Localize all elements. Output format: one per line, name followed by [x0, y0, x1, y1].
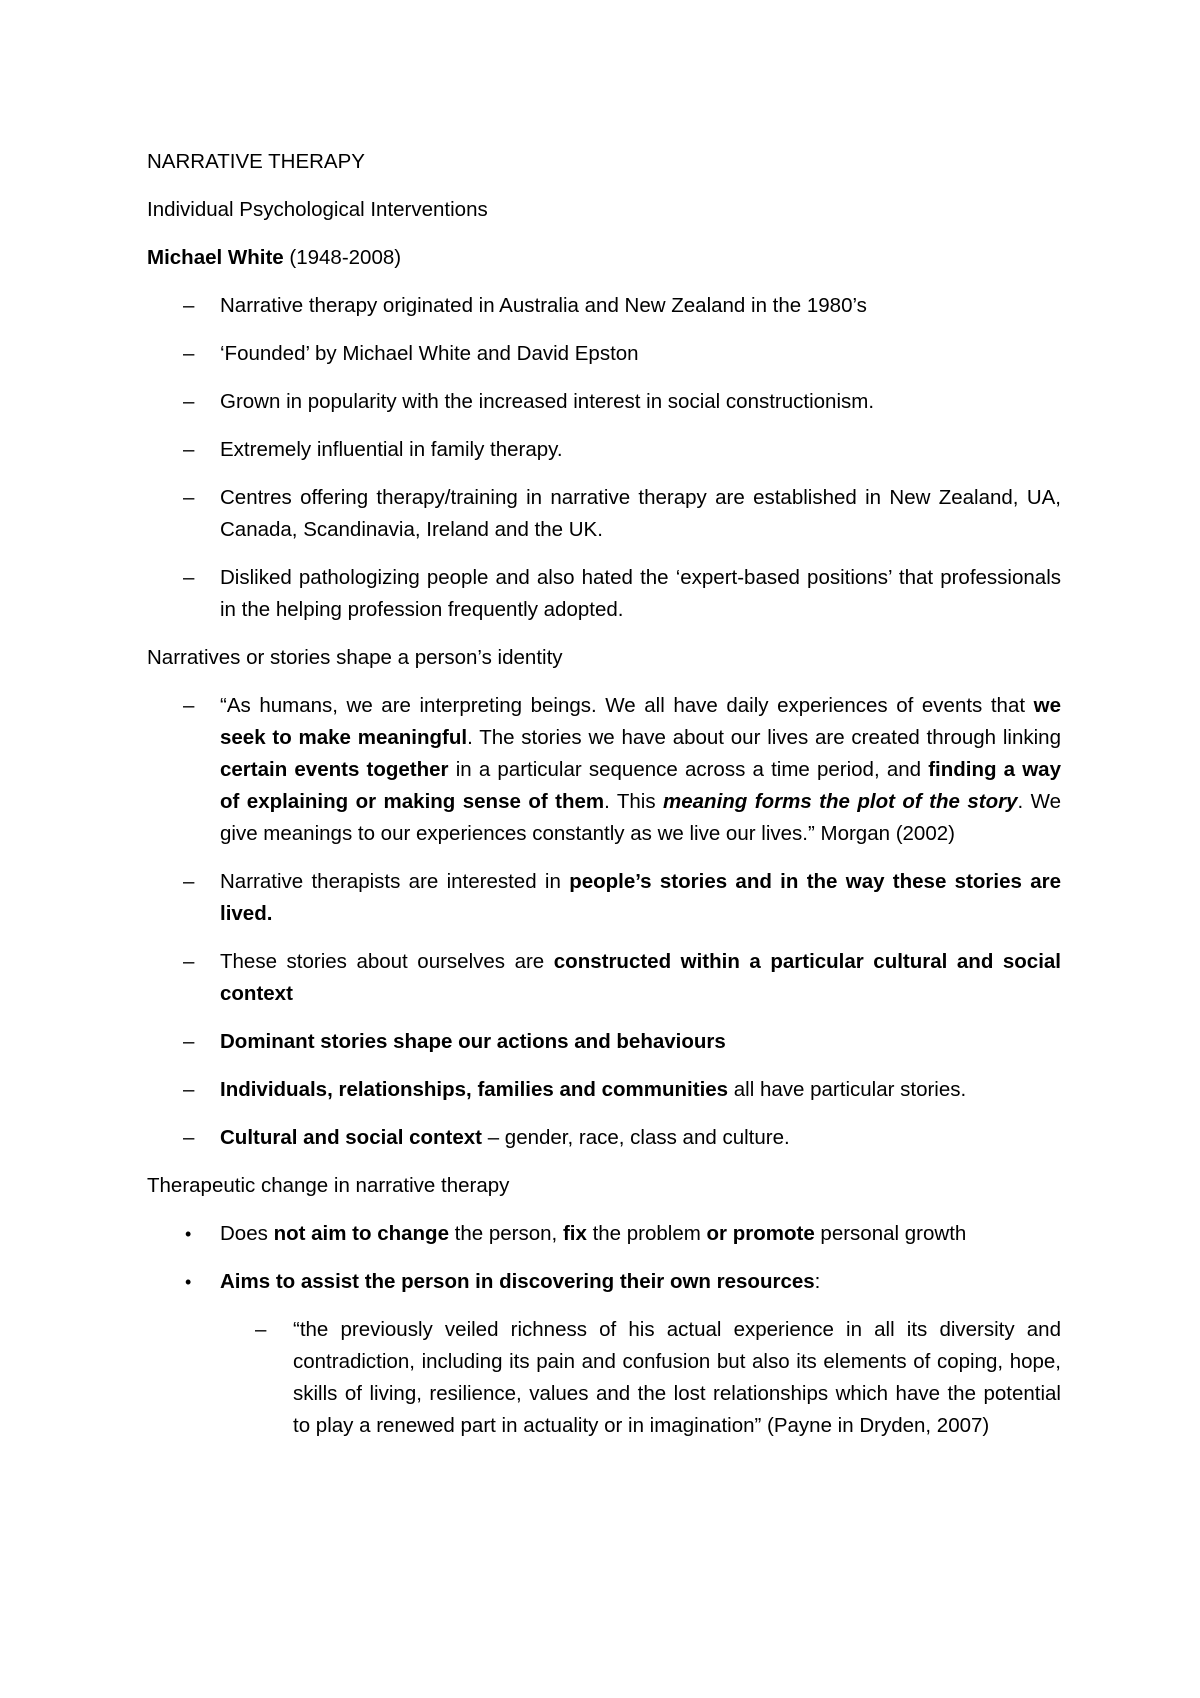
list-item: – “As humans, we are interpreting beings. We all have daily experiences of events that we seek to make meaningful. The stories we have about our lives are created through linking certain events together in a particular sequence across a time period, and finding a way of explaining or making sense of them. This meaning forms the plot of the story. We give meanings to our experiences constantly as we live our lives.” Morgan (2002): [147, 690, 1061, 850]
document-body: [147, 146, 1061, 1454]
dash-marker: –: [183, 1030, 195, 1053]
dash-marker: –: [183, 870, 195, 893]
list-item: – Extremely influential in family therapy.: [147, 434, 1061, 466]
document-subtitle: Individual Psychological Interventions: [147, 198, 488, 221]
list-item: – “the previously veiled richness of his actual experience in all its diversity and contradiction, including its pain and confusion but also its elements of coping, hope, skills of living, resilience, values and the lost relationships which have the potential to play a renewed part in actuality or in imagination” (Payne in Dryden, 2007): [147, 1314, 1061, 1442]
nested-quote-list: [147, 1314, 1061, 1442]
change-list: [147, 1218, 1061, 1298]
dash-marker: –: [183, 438, 195, 461]
bullet-marker: •: [185, 1224, 192, 1244]
list-item: – Grown in popularity with the increased interest in social constructionism.: [147, 386, 1061, 418]
list-item: – Centres offering therapy/training in narrative therapy are established in New Zealand, UA, Canada, Scandinavia, Ireland and the UK.: [147, 482, 1061, 546]
dash-marker: –: [255, 1318, 267, 1341]
dash-marker: –: [183, 566, 195, 589]
section-heading-identity: Narratives or stories shape a person’s identity: [147, 646, 563, 669]
list-item: – These stories about ourselves are constructed within a particular cultural and social context: [147, 946, 1061, 1010]
list-item: – Dominant stories shape our actions and behaviours: [147, 1026, 1061, 1058]
list-item: – Narrative therapy originated in Australia and New Zealand in the 1980’s: [147, 290, 1061, 322]
list-item: – Cultural and social context – gender, race, class and culture.: [147, 1122, 1061, 1154]
list-item: – Disliked pathologizing people and also hated the ‘expert-based positions’ that professionals in the helping profession frequently adopted.: [147, 562, 1061, 626]
origins-list: [147, 290, 1061, 626]
bullet-marker: •: [185, 1272, 192, 1292]
author-name: Michael White: [147, 246, 284, 269]
section-heading-change: Therapeutic change in narrative therapy: [147, 1174, 510, 1197]
dash-marker: –: [183, 694, 195, 717]
dash-marker: –: [183, 950, 195, 973]
dash-marker: –: [183, 1078, 195, 1101]
identity-list: [147, 690, 1061, 1154]
list-item: – ‘Founded’ by Michael White and David Epston: [147, 338, 1061, 370]
author-line: [147, 242, 1061, 274]
dash-marker: –: [183, 342, 195, 365]
dash-marker: –: [183, 486, 195, 509]
list-item: – Individuals, relationships, families and communities all have particular stories.: [147, 1074, 1061, 1106]
document-title: NARRATIVE THERAPY: [147, 150, 365, 173]
dash-marker: –: [183, 1126, 195, 1149]
author-years: (1948-2008): [283, 246, 402, 269]
list-item: – Narrative therapists are interested in people’s stories and in the way these stories are lived.: [147, 866, 1061, 930]
list-item: • Does not aim to change the person, fix the problem or promote personal growth: [147, 1218, 1061, 1250]
list-item: • Aims to assist the person in discovering their own resources:: [147, 1266, 1061, 1298]
dash-marker: –: [183, 390, 195, 413]
dash-marker: –: [183, 294, 195, 317]
